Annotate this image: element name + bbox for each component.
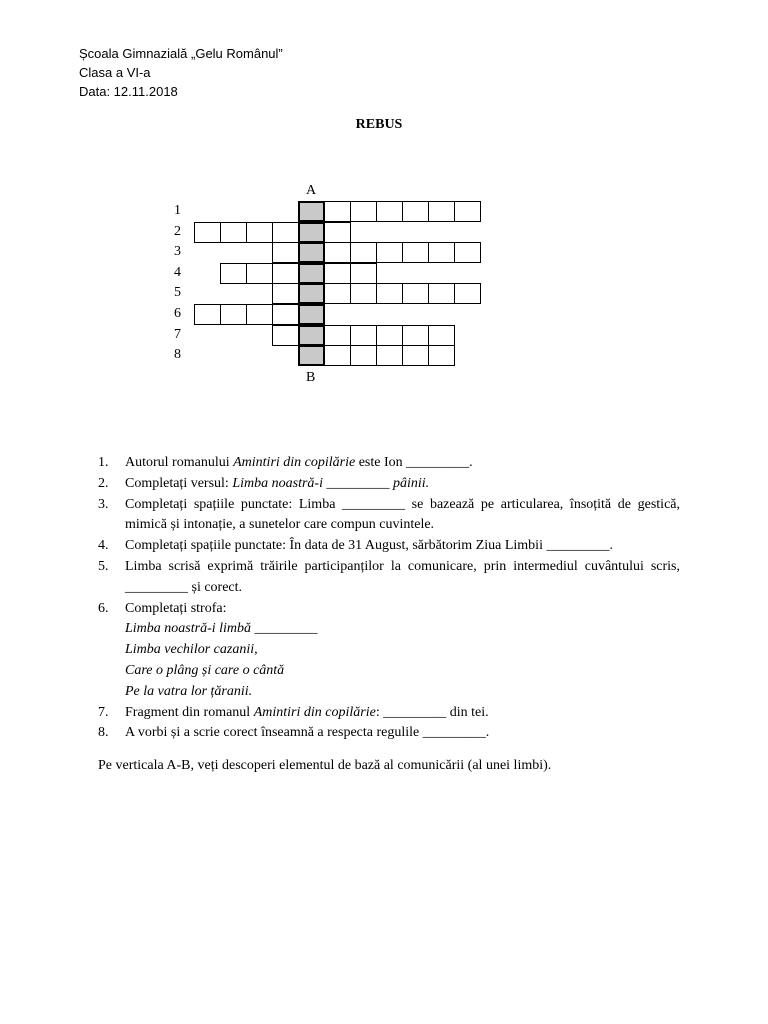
question-list	[98, 453, 680, 744]
key-cell[interactable]	[298, 325, 325, 346]
grid-cell[interactable]	[272, 304, 299, 325]
grid-cell[interactable]	[428, 242, 455, 263]
key-cell[interactable]	[298, 345, 325, 366]
key-cell[interactable]	[298, 222, 325, 243]
page-title: REBUS	[355, 117, 403, 132]
row-number: 1	[174, 203, 181, 218]
question-text-part: Completați versul:	[125, 475, 233, 491]
grid-cell[interactable]	[454, 283, 481, 304]
instruction-text: Pe verticala A-B, veți descoperi elementul de bază al comunicării (al unei limbi).	[98, 758, 552, 773]
grid-cell[interactable]	[324, 222, 351, 243]
question-number: 5.	[98, 558, 109, 574]
question-text-part: A vorbi și a scrie corect înseamnă a respecta regulile _________.	[125, 725, 490, 741]
question-text	[125, 474, 680, 495]
grid-cell[interactable]	[324, 325, 351, 346]
question-number: 3.	[98, 496, 109, 512]
question-text	[125, 723, 680, 744]
question-text-part: : _________ din tei.	[375, 704, 489, 720]
grid-cell[interactable]	[246, 263, 273, 284]
question-number: 7.	[98, 704, 109, 720]
row-number: 2	[174, 223, 181, 239]
question-text	[125, 557, 680, 599]
question-number: 4.	[98, 538, 109, 554]
grid-cell[interactable]	[376, 283, 403, 304]
grid-cell[interactable]	[272, 222, 299, 243]
row-number: 7	[174, 326, 181, 342]
key-cell[interactable]	[298, 283, 325, 304]
row-number: 6	[174, 306, 181, 321]
grid-cell[interactable]	[324, 201, 351, 222]
question-text-part: Limba scrisă exprimă trăirile participanților la comunicare, prin intermediul cuvântului scris, _________ și corect.	[125, 558, 680, 595]
grid-cell[interactable]	[272, 263, 299, 284]
grid-cell[interactable]	[272, 325, 299, 346]
school-name: Școala Gimnazială „Gelu Românul”	[79, 46, 283, 61]
grid-cell[interactable]	[376, 242, 403, 263]
question-text-part: Fragment din romanul	[125, 704, 254, 720]
question-text-part: este Ion _________.	[355, 455, 473, 470]
question-text	[125, 703, 680, 724]
grid-cell[interactable]	[324, 263, 351, 284]
question-text-part: Autorul romanului	[125, 455, 234, 470]
question-number: 2.	[98, 475, 109, 491]
grid-cell[interactable]	[454, 242, 481, 263]
grid-cell[interactable]	[220, 263, 247, 284]
grid-cell[interactable]	[428, 201, 455, 222]
question-text-part: Limba noastră-i _________ pâinii.	[232, 475, 430, 491]
question-text	[125, 536, 680, 557]
class-label: Clasa a VI-a	[79, 65, 151, 80]
grid-cell[interactable]	[376, 201, 403, 222]
question-item	[98, 599, 680, 703]
grid-cell[interactable]	[220, 304, 247, 325]
grid-cell[interactable]	[376, 345, 403, 366]
date-label: Data: 12.11.2018	[79, 84, 178, 99]
grid-cell[interactable]	[454, 201, 481, 222]
grid-cell[interactable]	[324, 345, 351, 366]
question-text-part: Amintiri din copilărie	[253, 704, 376, 720]
question-item	[98, 723, 680, 744]
question-text-part: Amintiri din copilărie	[233, 455, 356, 470]
verse-line: Limba vechilor cazanii,	[125, 642, 258, 658]
grid-cell[interactable]	[376, 325, 403, 346]
question-item	[98, 495, 680, 537]
verse-line: Pe la vatra lor țăranii.	[125, 683, 253, 699]
grid-label-bottom: B	[306, 370, 316, 385]
grid-cell[interactable]	[350, 263, 377, 284]
verse-line: Limba noastră-i limbă _________	[125, 621, 318, 637]
question-text-part: Completați spațiile punctate: În data de 31 August, sărbătorim Ziua Limbii _________.	[125, 538, 613, 554]
grid-cell[interactable]	[402, 345, 429, 366]
question-item	[98, 703, 680, 724]
document-header	[79, 44, 283, 101]
row-number: 5	[174, 285, 181, 301]
question-text-part: Completați strofa:	[125, 600, 227, 616]
grid-cell[interactable]	[246, 304, 273, 325]
grid-cell[interactable]	[350, 283, 377, 304]
key-cell[interactable]	[298, 242, 325, 263]
question-item	[98, 536, 680, 557]
grid-cell[interactable]	[428, 325, 455, 346]
grid-cell[interactable]	[350, 201, 377, 222]
question-number: 8.	[98, 725, 109, 741]
grid-label-top: A	[306, 183, 317, 198]
grid-cell[interactable]	[350, 345, 377, 366]
question-text	[125, 495, 680, 537]
grid-cell[interactable]	[402, 242, 429, 263]
verse-line: Care o plâng și care o cântă	[125, 662, 285, 678]
grid-cell[interactable]	[402, 325, 429, 346]
question-item	[98, 474, 680, 495]
row-number: 4	[174, 264, 181, 280]
question-text-part: Completați spațiile punctate: Limba _________ se bazează pe articularea, însoțită de gestică, mimică și intonație, a sunetelor care compun cuvintele.	[125, 496, 680, 533]
key-cell[interactable]	[298, 201, 325, 222]
grid-cell[interactable]	[350, 325, 377, 346]
grid-cell[interactable]	[324, 283, 351, 304]
grid-cell[interactable]	[324, 242, 351, 263]
grid-cell[interactable]	[246, 222, 273, 243]
row-number: 3	[174, 244, 181, 260]
question-number: 1.	[98, 455, 109, 470]
grid-cell[interactable]	[428, 345, 455, 366]
question-item	[98, 557, 680, 599]
question-text	[125, 599, 680, 703]
question-item	[98, 453, 680, 474]
question-number: 6.	[98, 600, 109, 616]
grid-cell[interactable]	[350, 242, 377, 263]
key-cell[interactable]	[298, 263, 325, 284]
grid-cell[interactable]	[194, 222, 221, 243]
grid-cell[interactable]	[428, 283, 455, 304]
grid-cell[interactable]	[194, 304, 221, 325]
question-text	[125, 453, 680, 474]
row-number: 8	[174, 347, 181, 363]
grid-cell[interactable]	[272, 283, 299, 304]
grid-cell[interactable]	[220, 222, 247, 243]
grid-cell[interactable]	[402, 283, 429, 304]
grid-cell[interactable]	[402, 201, 429, 222]
key-cell[interactable]	[298, 304, 325, 325]
grid-cell[interactable]	[272, 242, 299, 263]
